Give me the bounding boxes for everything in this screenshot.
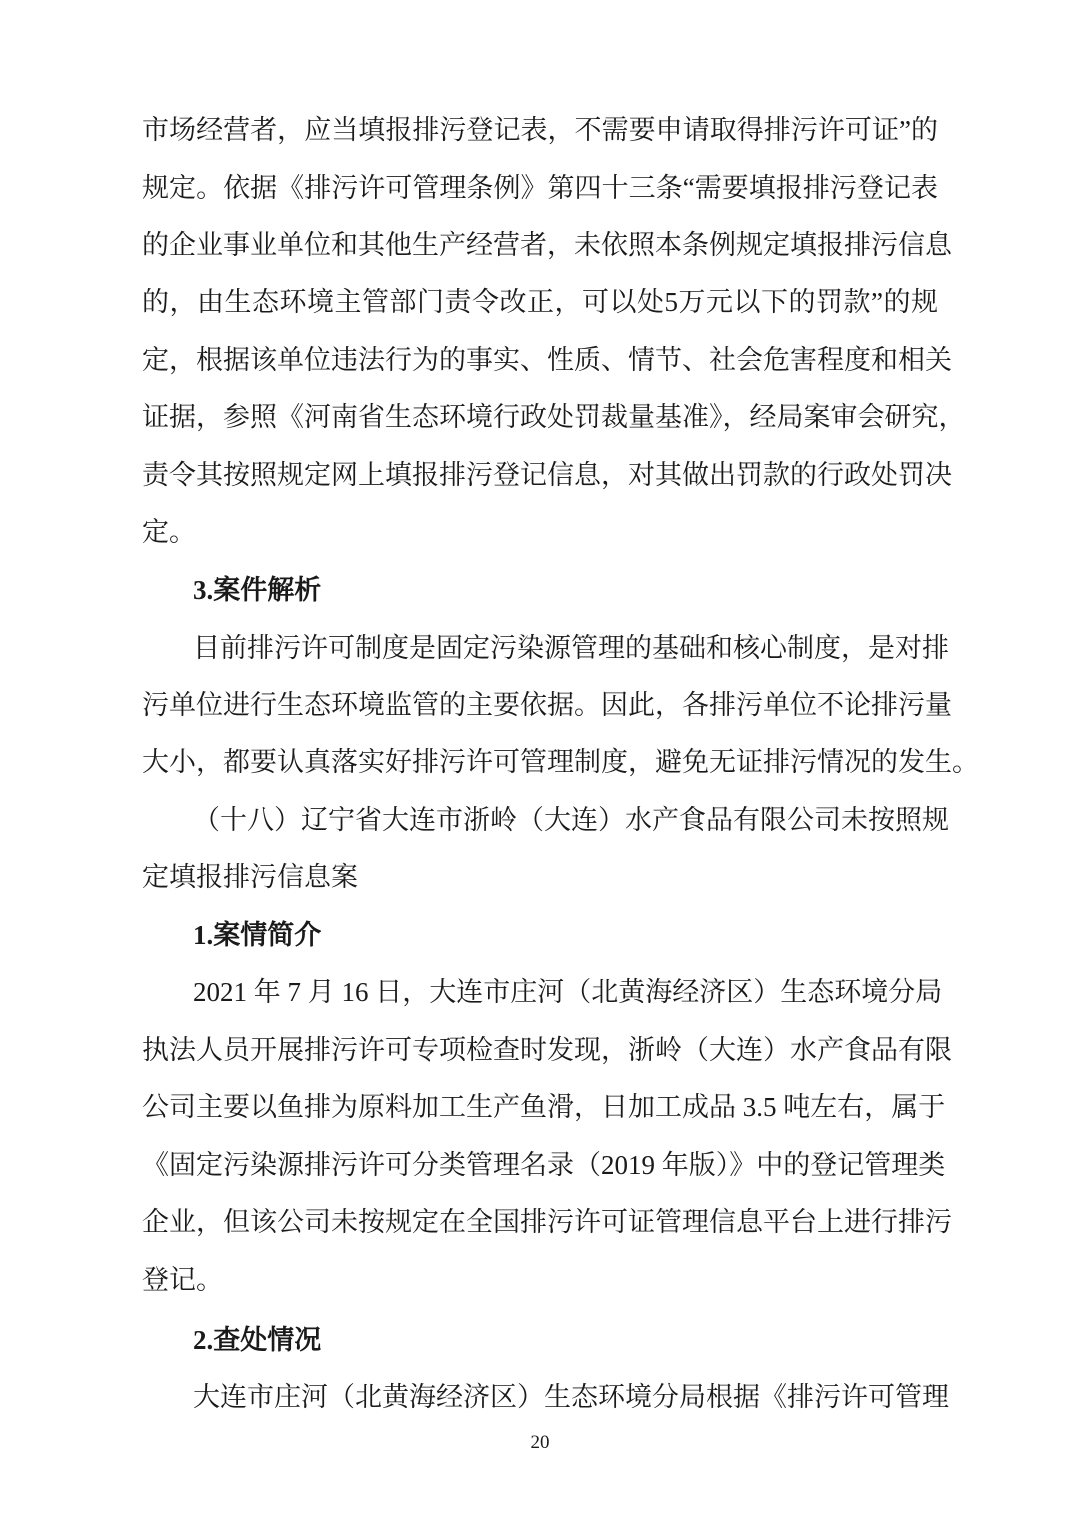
body-line: 污单位进行生态环境监管的主要依据。因此，各排污单位不论排污量 [142,690,952,720]
body-line: 大小，都要认真落实好排污许可管理制度，避免无证排污情况的发生。 [142,747,979,777]
body-line: 证据，参照《河南省生态环境行政处罚裁量基准》，经局案审会研究， [142,402,966,432]
body-line: 定。 [142,517,196,547]
body-line: 2021 年 7 月 16 日，大连市庄河（北黄海经济区）生态环境分局 [193,977,943,1007]
page-number: 20 [530,1432,550,1453]
body-line: 企业，但该公司未按规定在全国排污许可证管理信息平台上进行排污 [142,1207,952,1237]
body-line: 的，由生态环境主管部门责令改正，可以处5万元以下的罚款”的规 [142,287,938,317]
body-line: 《固定污染源排污许可分类管理名录（2019 年版）》中的登记管理类 [142,1150,946,1180]
case-title: 定填报排污信息案 [142,862,358,892]
body-line: 市场经营者，应当填报排污登记表，不需要申请取得排污许可证”的 [142,115,938,145]
body-line: 的企业事业单位和其他生产经营者，未依照本条例规定填报排污信息 [142,230,952,260]
body-line: 执法人员开展排污许可专项检查时发现，浙岭（大连）水产食品有限 [142,1035,952,1065]
body-line: 公司主要以鱼排为原料加工生产鱼滑，日加工成品 3.5 吨左右，属于 [142,1092,946,1122]
body-line: 登记。 [142,1265,223,1295]
case-title: （十八）辽宁省大连市浙岭（大连）水产食品有限公司未按照规 [193,805,949,835]
body-line: 责令其按照规定网上填报排污登记信息，对其做出罚款的行政处罚决 [142,460,952,490]
section-heading: 1.案情简介 [193,920,322,950]
section-heading: 2.查处情况 [193,1325,322,1355]
body-line: 规定。依据《排污许可管理条例》第四十三条“需要填报排污登记表 [142,173,938,203]
section-heading: 3.案件解析 [193,575,322,605]
body-line: 目前排污许可制度是固定污染源管理的基础和核心制度，是对排 [193,633,949,663]
body-line: 定，根据该单位违法行为的事实、性质、情节、社会危害程度和相关 [142,345,952,375]
body-line: 大连市庄河（北黄海经济区）生态环境分局根据《排污许可管理 [193,1382,949,1412]
